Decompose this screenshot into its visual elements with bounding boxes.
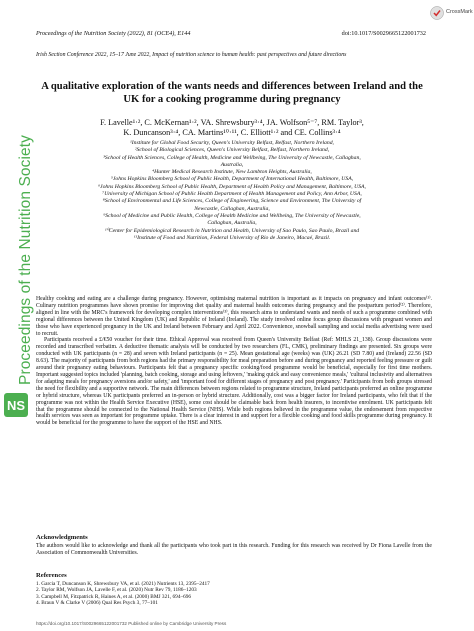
journal-name-vertical: Proceedings of the Nutrition Society (17, 134, 34, 385)
affiliation-line: Callaghan, Australia, (207, 220, 257, 227)
affiliation-line: ⁸School of Environmental and Life Sciences, College of Engineering, Science and Environment, The University of (102, 198, 362, 205)
affiliation-line: ⁹School of Medicine and Public Health, College of Health Medicine and Wellbeing, The University of Newcastle, (103, 212, 361, 219)
affiliation-line: Australia, (220, 161, 244, 168)
crossmark-label: CrossMark (446, 9, 473, 15)
footer-doi-link[interactable]: https://doi.org/10.1017/S0029665122001732 Published online by Cambridge University Press (36, 621, 227, 626)
affiliation-line: ²School of Biological Sciences, Queen's University Belfast, Belfast, Northern Ireland, (134, 147, 330, 154)
crossmark-badge[interactable] (430, 5, 473, 27)
affiliation-line: ³School of Health Sciences, College of Health, Medicine and Wellbeing, The University of Newcastle, Callaghan, (103, 154, 361, 161)
acknowledgements-text: The authors would like to acknowledge and thank all the participants who took part in this research. Funding for this research was received by Dr Fiona Lavelle from the Association of Commonwealth Universities. (36, 543, 432, 556)
reference-item: 1. Garcia T, Duncanson K, Shrewsbury VA, et al. (2021) Nutrients 13, 2395–2417 (36, 581, 210, 587)
crossmark-icon (430, 6, 444, 20)
references-list (36, 581, 432, 606)
affiliation-line: ⁴Hunter Medical Research Institute, New Lambton Heights, Australia, (152, 169, 312, 176)
article-title: A qualitative exploration of the wants needs and differences between Ireland and the UK for a cooking programme during pregnancy (41, 81, 423, 105)
reference-item: 2. Taylor RM, Wolfson JA, Lavelle F, et al. (2020) Nutr Rev 79, 1186–1203 (36, 587, 197, 594)
abstract-paragraph: Participants received a £/€50 voucher for their time. Ethical Approval was received from Queen's University Belfast (Ref: MHLS 21_138). Group discussions were recorded and transcribed verbatim. A deductive thematic analysis will be conducted by two researchers (FL, CMK), preliminary findings are presented. Six groups were conducted with UK participants (n = 28) and seven with Ireland participants (n = 25). Mean gestational age (weeks) was (UK) 26.21 (SD 7.80) and (Ireland) 22.56 (SD 8.63). The majority of participants from both regions had the primary responsibility for meal preparation before and during pregnancy and reported feeling pressure or guilt around their pregnancy eating behaviours. Participants felt that a pregnancy specific cooking/food programme would be beneficial, especially for first time mothers. Important suggested topics included 'planning, batch cooking, storage and using leftovers,' 'making quick and easy convenience meals,' 'cultural inclusivity and alternatives for adapting meals for pregnancy aversions and/or safety,' and 'important food for different stages of pregnancy and post pregnancy.' Participants from both groups stressed the need for flexibility and a supportive network. The main differences between regions related to programme structure, Ireland participants preferred an online programme or hybrid structure, whereas UK participants preferred an in-person or hybrid structure. Additionally, cost was a bigger factor for Ireland participants, who felt that if the programme was not within the Health Service Executive (HSE), some cost should be claimable back from health insurers, to incentivise enrolment. UK participants felt that the programme should be connected to the National Health Service (NHS). While both regions believed in the programme value, the endorsement from respective health services was seen as important for programme uptake. There is a clear interest in and support for a flexible cooking and food skills programme during pregnancy. It would be beneficial for the programme to have the support of the HSE and NHS. (36, 337, 432, 427)
journal-sidebar (0, 0, 34, 631)
reference-item: 3. Campbell M, Fitzpatrick R, Haines A, et al. (2000) BMJ 321, 694–696 (36, 593, 192, 600)
journal-citation: Proceedings of the Nutrition Society (2022), 81 (OCE4), E144 (36, 30, 191, 37)
affiliation-line: ¹¹Institute of Food and Nutrition, Federal University of Rio de Janeiro, Macaé, Brazil. (133, 234, 331, 241)
reference-item: 4. Braun V & Clarke V (2006) Qual Res Psych 3, 77–101 (36, 599, 158, 606)
acknowledgements-heading: Acknowledgments (36, 534, 88, 541)
affiliation-line: ⁷University of Michigan School of Public Health Department of Health Management and Policy, Ann Arbor, USA, (102, 191, 362, 198)
authors-line: F. Lavelle¹·², C. McKernan¹·², VA. Shrewsbury³·⁴, JA. Wolfson⁵⁻⁷, RM. Taylor³, (100, 118, 364, 127)
abstract-body (36, 296, 432, 427)
ns-logo-icon (3, 392, 29, 418)
references-heading: References (36, 572, 67, 579)
doi-text: doi:10.1017/S0029665122001732 (341, 30, 426, 37)
affiliation-line: ⁶Johns Hopkins Bloomberg School of Public Health, Department of Health Policy and Management, Baltimore, USA, (98, 183, 366, 190)
affiliation-line: ¹Institute for Global Food Security, Queen's University Belfast, Belfast, Northern Ireland, (130, 140, 334, 146)
affiliations (36, 140, 428, 242)
affiliation-line: Newcastle, Callaghan, Australia, (194, 205, 270, 212)
conference-line: Irish Section Conference 2022, 15–17 June 2022, Impact of nutrition science to human health: past perspectives and future directions (36, 52, 347, 58)
abstract-paragraph: Healthy cooking and eating are a challenge during pregnancy. However, optimising maternal nutrition is important as it impacts on pregnancy and infant outcomes⁽¹⁾. Culinary nutrition programmes have shown promise for improving diet quality and maternal health outcomes during pregnancy and the postpartum period⁽²⁾. Therefore, aligned in line with the MRC's framework for developing complex interventions⁽³⁾, this research aims to understand wants and needs of such a programme combined with regional differences between the United Kingdom (UK) and Republic of Ireland (Ireland). The study involved online focus group discussions with pregnant women and those who have experienced pregnancy in the UK and Ireland between February and April 2022. Convenience, snowball sampling and social media advertising were used to recruit. (36, 296, 432, 337)
affiliation-line: ¹⁰Center for Epidemiological Research in Nutrition and Health, University of Sao Paulo, Sao Paulo, Brazil and (104, 227, 360, 234)
affiliation-line: ⁵Johns Hopkins Bloomberg School of Public Health, Department of International Health, Baltimore, USA, (110, 176, 354, 183)
running-header (36, 30, 426, 37)
authors-line: K. Duncanson³·⁴, CA. Martins¹⁰·¹¹, C. Elliott¹·² and CE. Collins³·⁴ (123, 127, 341, 137)
author-list (36, 118, 428, 137)
svg-text:NS: NS (6, 398, 26, 413)
